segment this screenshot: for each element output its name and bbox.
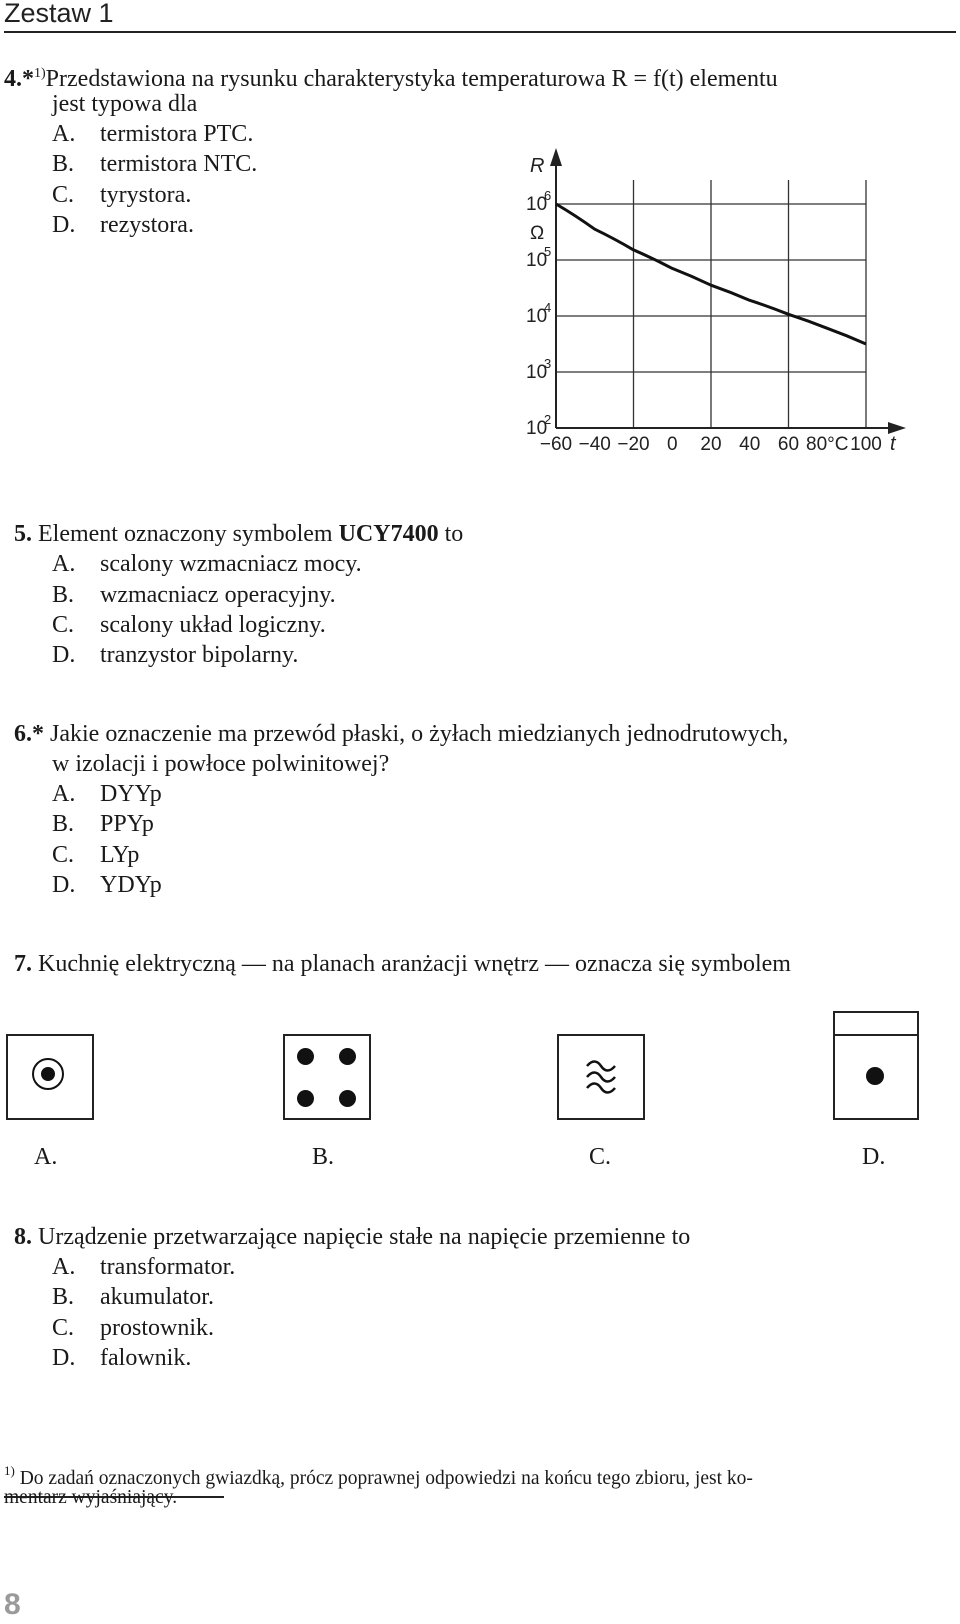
q5-symbol: UCY7400 <box>338 521 439 547</box>
q8-option-d: D. falownik. <box>52 1345 192 1371</box>
q5-option-b: B. wzmacniacz operacyjny. <box>52 582 336 608</box>
q7-label-d: D. <box>862 1144 886 1170</box>
q6-text-line2: w izolacji i powłoce polwinitowej? <box>52 751 390 777</box>
y-tick-exponent: 5 <box>544 244 552 259</box>
section-title: Zestaw 1 <box>4 0 114 28</box>
q8-text: Urządzenie przetwarzające napięcie stałe na napięcie przemienne to <box>38 1224 691 1250</box>
q8-option-a: A. transformator. <box>52 1254 236 1280</box>
q7-label-c: C. <box>589 1144 612 1170</box>
q5-text-before: Element oznaczony symbolem <box>38 521 333 547</box>
footnote-marker: 1) <box>4 1463 15 1478</box>
q6-number: 6.* <box>14 721 44 747</box>
q8-number: 8. <box>14 1224 32 1250</box>
q4-text-line1: Przedstawiona na rysunku charakterystyka temperaturowa R = f(t) elementu <box>45 66 778 92</box>
y-axis-label: R <box>530 155 545 177</box>
q8-option-c: C. prostownik. <box>52 1315 214 1341</box>
resistance-temperature-chart <box>500 140 920 480</box>
y-tick-label: 10 <box>526 194 548 215</box>
q8-option-b: B. akumulator. <box>52 1284 214 1310</box>
q4-footnote-ref: 1) <box>34 66 46 81</box>
q5-text-after: to <box>444 521 464 547</box>
y-tick-label: 10 <box>526 306 548 327</box>
footnote-text-line2: mentarz wyjaśniający. <box>4 1487 178 1508</box>
q5-option-c: C. scalony układ logiczny. <box>52 612 326 638</box>
y-tick-exponent: 3 <box>544 356 552 371</box>
q5-stem <box>14 519 463 550</box>
y-tick-label: 10 <box>526 418 548 439</box>
footnote-text-line1: Do zadań oznaczonych gwiazdką, prócz poprawnej odpowiedzi na końcu tego zbioru, jest ko- <box>19 1468 753 1489</box>
q6-option-a: A. DYYp <box>52 781 162 807</box>
y-tick-exponent: 6 <box>544 188 552 203</box>
page-number: 8 <box>4 1588 21 1621</box>
x-tick-label: 100 <box>850 434 882 455</box>
q4-text-line2: jest typowa dla <box>52 91 198 117</box>
x-axis-label: t <box>890 433 896 455</box>
q6-option-b: B. PPYp <box>52 811 154 837</box>
q7-text: Kuchnię elektryczną — na planach aranżacji wnętrz — oznacza się symbolem <box>38 951 791 977</box>
q4-option-d: D. rezystora. <box>52 212 194 238</box>
q5-option-a: A. scalony wzmacniacz mocy. <box>52 551 362 577</box>
square-top-bar-dot-icon <box>833 1011 919 1120</box>
y-tick-label: 10 <box>526 362 548 383</box>
x-tick-label: 0 <box>666 434 678 455</box>
square-wavy-lines-icon <box>557 1034 645 1120</box>
q7-stem <box>14 949 791 980</box>
header-divider <box>4 31 956 33</box>
y-axis-arrow-icon <box>550 148 562 166</box>
q6-option-d: D. YDYp <box>52 872 162 898</box>
square-four-dots-icon <box>283 1034 371 1120</box>
q6-text-line1: Jakie oznaczenie ma przewód płaski, o żyłach miedzianych jednodrutowych, <box>50 721 789 747</box>
x-tick-label: 80°C <box>806 434 849 455</box>
q4-number: 4.* <box>4 66 34 92</box>
x-tick-label: 40 <box>739 434 761 455</box>
x-tick-label: −20 <box>617 434 650 455</box>
chart-grid <box>556 180 866 428</box>
x-tick-label: −60 <box>539 434 573 455</box>
q7-label-a: A. <box>34 1144 58 1170</box>
y-unit-label: Ω <box>530 223 545 244</box>
q5-number: 5. <box>14 521 32 547</box>
q7-label-b: B. <box>312 1144 335 1170</box>
q5-option-d: D. tranzystor bipolarny. <box>52 642 299 668</box>
q7-number: 7. <box>14 951 32 977</box>
x-tick-label: −40 <box>578 434 611 455</box>
x-tick-label: 20 <box>700 434 722 455</box>
q4-option-b: B. termistora NTC. <box>52 151 258 177</box>
y-tick-label: 10 <box>526 250 548 271</box>
q6-option-c: C. LYp <box>52 842 140 868</box>
q4-option-a: A. termistora PTC. <box>52 121 254 147</box>
q6-line1 <box>14 719 788 750</box>
y-tick-exponent: 4 <box>544 300 552 315</box>
q4-option-c: C. tyrystora. <box>52 182 192 208</box>
q8-stem <box>14 1222 690 1253</box>
square-circle-dot-icon <box>6 1034 94 1120</box>
y-tick-exponent: 2 <box>544 412 552 427</box>
x-tick-label: 60 <box>777 434 800 455</box>
